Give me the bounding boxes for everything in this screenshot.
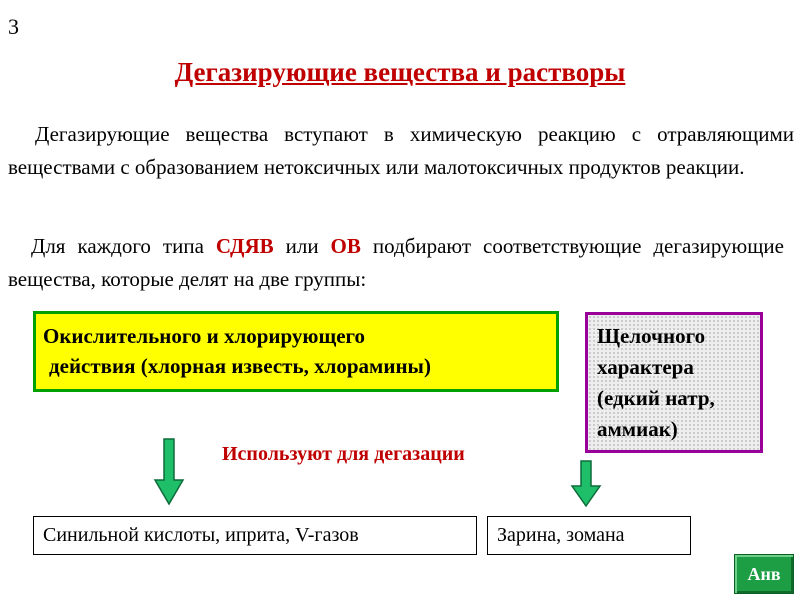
alkaline-line2: характера [597, 355, 694, 379]
result-box-right: Зарина, зомана [487, 516, 691, 555]
alkaline-group-box [585, 312, 763, 453]
down-arrow-right-icon [570, 460, 602, 508]
slide-number: 3 [8, 14, 19, 39]
slide-title: Дегазирующие вещества и растворы [174, 57, 626, 87]
down-arrow-left-icon [153, 438, 185, 506]
alkaline-line3: (едкий натр, [597, 386, 715, 410]
term-ov: ОВ [330, 234, 361, 258]
oxidizing-group-box [33, 311, 559, 392]
result-box-left: Синильной кислоты, иприта, V-газов [33, 516, 477, 555]
alkaline-line4: аммиак) [597, 417, 678, 441]
intro-text: Дегазирующие вещества вступают в химическую реакцию с отравляющими веществами с образованием нетоксичных или малотоксичных продуктов реакции. [8, 122, 794, 179]
groups-text-part1: Для каждого типа [31, 234, 216, 258]
oxidizing-line1: Окислительного и хлорирующего [43, 324, 366, 348]
alkaline-line1: Щелочного [597, 324, 706, 348]
oxidizing-line2: действия (хлорная известь, хлорамины) [49, 354, 431, 378]
anv-nav-button[interactable]: Анв [734, 554, 794, 594]
groups-text-part3: подбирают соответствующие дегазирующие вещества, которые делят на две группы: [8, 234, 784, 291]
groups-paragraph [8, 230, 784, 296]
groups-text-part2: или [273, 234, 331, 258]
usage-label: Используют для дегазации [222, 443, 465, 465]
intro-paragraph [8, 118, 794, 184]
term-sdyav: СДЯВ [215, 234, 274, 258]
